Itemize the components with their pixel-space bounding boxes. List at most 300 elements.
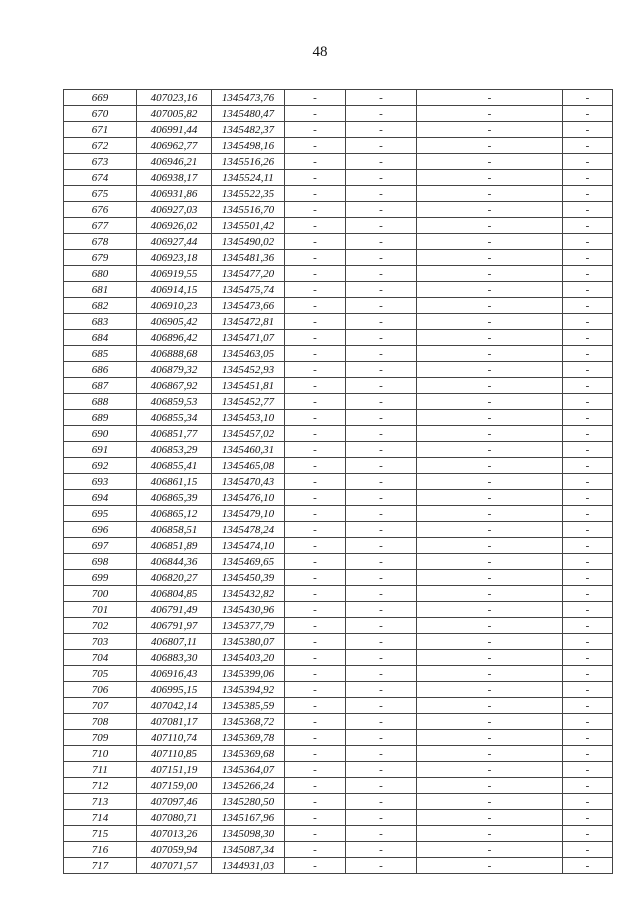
point-number-cell: 670 (64, 106, 137, 122)
empty-value-cell: - (417, 202, 563, 218)
empty-value-cell: - (285, 730, 346, 746)
y-coordinate-cell: 1345477,20 (212, 266, 285, 282)
empty-value-cell: - (346, 682, 417, 698)
empty-value-cell: - (346, 458, 417, 474)
table-row (64, 762, 613, 778)
y-coordinate-cell: 1345369,78 (212, 730, 285, 746)
empty-value-cell: - (417, 458, 563, 474)
empty-value-cell: - (563, 778, 613, 794)
empty-value-cell: - (563, 202, 613, 218)
empty-value-cell: - (563, 842, 613, 858)
point-number-cell: 710 (64, 746, 137, 762)
table-row (64, 186, 613, 202)
table-row (64, 106, 613, 122)
empty-value-cell: - (346, 730, 417, 746)
y-coordinate-cell: 1345516,26 (212, 154, 285, 170)
y-coordinate-cell: 1345167,96 (212, 810, 285, 826)
empty-value-cell: - (417, 298, 563, 314)
empty-value-cell: - (563, 426, 613, 442)
page-number: 48 (312, 44, 328, 60)
empty-value-cell: - (346, 554, 417, 570)
empty-value-cell: - (563, 602, 613, 618)
point-number-cell: 671 (64, 122, 137, 138)
empty-value-cell: - (417, 794, 563, 810)
empty-value-cell: - (417, 250, 563, 266)
empty-value-cell: - (563, 490, 613, 506)
empty-value-cell: - (417, 266, 563, 282)
empty-value-cell: - (346, 586, 417, 602)
empty-value-cell: - (346, 570, 417, 586)
x-coordinate-cell: 406962,77 (137, 138, 212, 154)
empty-value-cell: - (285, 266, 346, 282)
empty-value-cell: - (417, 538, 563, 554)
empty-value-cell: - (285, 202, 346, 218)
empty-value-cell: - (417, 778, 563, 794)
table-row (64, 842, 613, 858)
empty-value-cell: - (417, 570, 563, 586)
empty-value-cell: - (285, 570, 346, 586)
table-row (64, 330, 613, 346)
empty-value-cell: - (346, 202, 417, 218)
y-coordinate-cell: 1345498,16 (212, 138, 285, 154)
table-row (64, 650, 613, 666)
empty-value-cell: - (346, 522, 417, 538)
y-coordinate-cell: 1345457,02 (212, 426, 285, 442)
empty-value-cell: - (346, 298, 417, 314)
empty-value-cell: - (346, 490, 417, 506)
y-coordinate-cell: 1345452,93 (212, 362, 285, 378)
empty-value-cell: - (285, 650, 346, 666)
y-coordinate-cell: 1345403,20 (212, 650, 285, 666)
empty-value-cell: - (417, 154, 563, 170)
y-coordinate-cell: 1345476,10 (212, 490, 285, 506)
empty-value-cell: - (285, 554, 346, 570)
empty-value-cell: - (417, 602, 563, 618)
point-number-cell: 696 (64, 522, 137, 538)
point-number-cell: 674 (64, 170, 137, 186)
empty-value-cell: - (417, 586, 563, 602)
empty-value-cell: - (563, 506, 613, 522)
empty-value-cell: - (346, 234, 417, 250)
table-row (64, 618, 613, 634)
point-number-cell: 708 (64, 714, 137, 730)
empty-value-cell: - (417, 314, 563, 330)
point-number-cell: 699 (64, 570, 137, 586)
empty-value-cell: - (346, 634, 417, 650)
empty-value-cell: - (563, 538, 613, 554)
empty-value-cell: - (346, 218, 417, 234)
y-coordinate-cell: 1345450,39 (212, 570, 285, 586)
table-row (64, 394, 613, 410)
point-number-cell: 693 (64, 474, 137, 490)
point-number-cell: 675 (64, 186, 137, 202)
point-number-cell: 700 (64, 586, 137, 602)
x-coordinate-cell: 407013,26 (137, 826, 212, 842)
x-coordinate-cell: 406927,44 (137, 234, 212, 250)
table-row (64, 234, 613, 250)
empty-value-cell: - (346, 106, 417, 122)
table-row (64, 810, 613, 826)
empty-value-cell: - (563, 298, 613, 314)
x-coordinate-cell: 406883,30 (137, 650, 212, 666)
empty-value-cell: - (346, 250, 417, 266)
x-coordinate-cell: 407023,16 (137, 90, 212, 106)
empty-value-cell: - (346, 506, 417, 522)
x-coordinate-cell: 406879,32 (137, 362, 212, 378)
empty-value-cell: - (285, 250, 346, 266)
point-number-cell: 672 (64, 138, 137, 154)
empty-value-cell: - (285, 698, 346, 714)
x-coordinate-cell: 406791,49 (137, 602, 212, 618)
point-number-cell: 685 (64, 346, 137, 362)
empty-value-cell: - (417, 186, 563, 202)
empty-value-cell: - (285, 634, 346, 650)
empty-value-cell: - (346, 330, 417, 346)
x-coordinate-cell: 407097,46 (137, 794, 212, 810)
x-coordinate-cell: 406851,77 (137, 426, 212, 442)
empty-value-cell: - (346, 618, 417, 634)
empty-value-cell: - (417, 842, 563, 858)
y-coordinate-cell: 1345399,06 (212, 666, 285, 682)
empty-value-cell: - (285, 746, 346, 762)
table-row (64, 410, 613, 426)
empty-value-cell: - (563, 106, 613, 122)
point-number-cell: 707 (64, 698, 137, 714)
empty-value-cell: - (285, 122, 346, 138)
empty-value-cell: - (417, 330, 563, 346)
empty-value-cell: - (346, 186, 417, 202)
y-coordinate-cell: 1345471,07 (212, 330, 285, 346)
empty-value-cell: - (417, 490, 563, 506)
empty-value-cell: - (346, 426, 417, 442)
empty-value-cell: - (285, 826, 346, 842)
point-number-cell: 681 (64, 282, 137, 298)
empty-value-cell: - (563, 730, 613, 746)
y-coordinate-cell: 1345469,65 (212, 554, 285, 570)
empty-value-cell: - (285, 522, 346, 538)
empty-value-cell: - (563, 218, 613, 234)
empty-value-cell: - (346, 474, 417, 490)
empty-value-cell: - (563, 682, 613, 698)
empty-value-cell: - (285, 794, 346, 810)
table-row (64, 666, 613, 682)
x-coordinate-cell: 407110,74 (137, 730, 212, 746)
y-coordinate-cell: 1345481,36 (212, 250, 285, 266)
empty-value-cell: - (563, 138, 613, 154)
table-row (64, 538, 613, 554)
y-coordinate-cell: 1345280,50 (212, 794, 285, 810)
x-coordinate-cell: 407151,19 (137, 762, 212, 778)
point-number-cell: 679 (64, 250, 137, 266)
empty-value-cell: - (346, 346, 417, 362)
table-row (64, 154, 613, 170)
x-coordinate-cell: 406807,11 (137, 634, 212, 650)
empty-value-cell: - (563, 154, 613, 170)
empty-value-cell: - (563, 122, 613, 138)
point-number-cell: 694 (64, 490, 137, 506)
empty-value-cell: - (346, 762, 417, 778)
table-row (64, 218, 613, 234)
empty-value-cell: - (346, 842, 417, 858)
x-coordinate-cell: 406804,85 (137, 586, 212, 602)
table-row (64, 698, 613, 714)
empty-value-cell: - (285, 666, 346, 682)
empty-value-cell: - (285, 106, 346, 122)
empty-value-cell: - (563, 666, 613, 682)
table-row (64, 362, 613, 378)
empty-value-cell: - (417, 522, 563, 538)
x-coordinate-cell: 406946,21 (137, 154, 212, 170)
x-coordinate-cell: 406995,15 (137, 682, 212, 698)
x-coordinate-cell: 407080,71 (137, 810, 212, 826)
y-coordinate-cell: 1345451,81 (212, 378, 285, 394)
y-coordinate-cell: 1345470,43 (212, 474, 285, 490)
point-number-cell: 669 (64, 90, 137, 106)
x-coordinate-cell: 406938,17 (137, 170, 212, 186)
empty-value-cell: - (346, 138, 417, 154)
table-row (64, 586, 613, 602)
empty-value-cell: - (563, 650, 613, 666)
x-coordinate-cell: 407159,00 (137, 778, 212, 794)
table-row (64, 266, 613, 282)
empty-value-cell: - (563, 266, 613, 282)
empty-value-cell: - (563, 474, 613, 490)
empty-value-cell: - (417, 378, 563, 394)
empty-value-cell: - (563, 586, 613, 602)
point-number-cell: 683 (64, 314, 137, 330)
table-row (64, 378, 613, 394)
empty-value-cell: - (563, 554, 613, 570)
y-coordinate-cell: 1345452,77 (212, 394, 285, 410)
empty-value-cell: - (417, 858, 563, 874)
empty-value-cell: - (417, 634, 563, 650)
empty-value-cell: - (563, 234, 613, 250)
empty-value-cell: - (346, 282, 417, 298)
empty-value-cell: - (563, 458, 613, 474)
empty-value-cell: - (563, 442, 613, 458)
y-coordinate-cell: 1345380,07 (212, 634, 285, 650)
empty-value-cell: - (285, 378, 346, 394)
y-coordinate-cell: 1345453,10 (212, 410, 285, 426)
y-coordinate-cell: 1345474,10 (212, 538, 285, 554)
x-coordinate-cell: 407005,82 (137, 106, 212, 122)
point-number-cell: 680 (64, 266, 137, 282)
empty-value-cell: - (417, 762, 563, 778)
table-row (64, 138, 613, 154)
empty-value-cell: - (285, 394, 346, 410)
x-coordinate-cell: 406820,27 (137, 570, 212, 586)
y-coordinate-cell: 1345432,82 (212, 586, 285, 602)
y-coordinate-cell: 1345087,34 (212, 842, 285, 858)
x-coordinate-cell: 406853,29 (137, 442, 212, 458)
empty-value-cell: - (346, 810, 417, 826)
x-coordinate-cell: 406791,97 (137, 618, 212, 634)
table-row (64, 730, 613, 746)
empty-value-cell: - (417, 218, 563, 234)
x-coordinate-cell: 406865,12 (137, 506, 212, 522)
x-coordinate-cell: 406858,51 (137, 522, 212, 538)
empty-value-cell: - (285, 810, 346, 826)
y-coordinate-cell: 1345475,74 (212, 282, 285, 298)
point-number-cell: 687 (64, 378, 137, 394)
empty-value-cell: - (563, 186, 613, 202)
empty-value-cell: - (285, 282, 346, 298)
point-number-cell: 702 (64, 618, 137, 634)
empty-value-cell: - (285, 714, 346, 730)
empty-value-cell: - (417, 106, 563, 122)
point-number-cell: 698 (64, 554, 137, 570)
x-coordinate-cell: 406991,44 (137, 122, 212, 138)
empty-value-cell: - (563, 410, 613, 426)
empty-value-cell: - (563, 570, 613, 586)
empty-value-cell: - (563, 394, 613, 410)
x-coordinate-cell: 406861,15 (137, 474, 212, 490)
y-coordinate-cell: 1345501,42 (212, 218, 285, 234)
empty-value-cell: - (346, 698, 417, 714)
table-row (64, 714, 613, 730)
table-row (64, 298, 613, 314)
empty-value-cell: - (563, 746, 613, 762)
y-coordinate-cell: 1345460,31 (212, 442, 285, 458)
empty-value-cell: - (417, 650, 563, 666)
empty-value-cell: - (417, 618, 563, 634)
empty-value-cell: - (285, 490, 346, 506)
point-number-cell: 682 (64, 298, 137, 314)
table-row (64, 746, 613, 762)
table-row (64, 314, 613, 330)
empty-value-cell: - (285, 586, 346, 602)
point-number-cell: 692 (64, 458, 137, 474)
empty-value-cell: - (346, 378, 417, 394)
empty-value-cell: - (563, 170, 613, 186)
y-coordinate-cell: 1345516,70 (212, 202, 285, 218)
empty-value-cell: - (417, 682, 563, 698)
point-number-cell: 703 (64, 634, 137, 650)
empty-value-cell: - (563, 858, 613, 874)
empty-value-cell: - (563, 330, 613, 346)
y-coordinate-cell: 1345479,10 (212, 506, 285, 522)
empty-value-cell: - (346, 394, 417, 410)
y-coordinate-cell: 1345473,76 (212, 90, 285, 106)
empty-value-cell: - (285, 842, 346, 858)
empty-value-cell: - (285, 618, 346, 634)
point-number-cell: 716 (64, 842, 137, 858)
point-number-cell: 690 (64, 426, 137, 442)
y-coordinate-cell: 1345377,79 (212, 618, 285, 634)
table-row (64, 458, 613, 474)
empty-value-cell: - (417, 90, 563, 106)
empty-value-cell: - (285, 138, 346, 154)
y-coordinate-cell: 1345430,96 (212, 602, 285, 618)
empty-value-cell: - (346, 666, 417, 682)
empty-value-cell: - (417, 426, 563, 442)
empty-value-cell: - (346, 154, 417, 170)
empty-value-cell: - (417, 554, 563, 570)
table-row (64, 90, 613, 106)
empty-value-cell: - (417, 810, 563, 826)
empty-value-cell: - (417, 362, 563, 378)
table-row (64, 442, 613, 458)
x-coordinate-cell: 406914,15 (137, 282, 212, 298)
point-number-cell: 712 (64, 778, 137, 794)
x-coordinate-cell: 406927,03 (137, 202, 212, 218)
point-number-cell: 676 (64, 202, 137, 218)
table-row (64, 570, 613, 586)
x-coordinate-cell: 406916,43 (137, 666, 212, 682)
x-coordinate-cell: 406859,53 (137, 394, 212, 410)
empty-value-cell: - (346, 266, 417, 282)
point-number-cell: 689 (64, 410, 137, 426)
empty-value-cell: - (285, 218, 346, 234)
empty-value-cell: - (285, 298, 346, 314)
empty-value-cell: - (563, 282, 613, 298)
point-number-cell: 691 (64, 442, 137, 458)
empty-value-cell: - (346, 650, 417, 666)
empty-value-cell: - (563, 634, 613, 650)
x-coordinate-cell: 406923,18 (137, 250, 212, 266)
empty-value-cell: - (417, 394, 563, 410)
empty-value-cell: - (417, 698, 563, 714)
empty-value-cell: - (563, 378, 613, 394)
y-coordinate-cell: 1345098,30 (212, 826, 285, 842)
empty-value-cell: - (346, 410, 417, 426)
x-coordinate-cell: 406905,42 (137, 314, 212, 330)
x-coordinate-cell: 406844,36 (137, 554, 212, 570)
empty-value-cell: - (285, 330, 346, 346)
empty-value-cell: - (417, 282, 563, 298)
empty-value-cell: - (563, 522, 613, 538)
point-number-cell: 706 (64, 682, 137, 698)
y-coordinate-cell: 1345490,02 (212, 234, 285, 250)
empty-value-cell: - (563, 762, 613, 778)
table-row (64, 554, 613, 570)
table-row (64, 122, 613, 138)
empty-value-cell: - (285, 426, 346, 442)
coordinates-table (63, 89, 613, 874)
x-coordinate-cell: 407081,17 (137, 714, 212, 730)
table-row (64, 634, 613, 650)
empty-value-cell: - (417, 410, 563, 426)
x-coordinate-cell: 406896,42 (137, 330, 212, 346)
y-coordinate-cell: 1345369,68 (212, 746, 285, 762)
empty-value-cell: - (417, 234, 563, 250)
coordinates-table-body (64, 90, 613, 874)
table-row (64, 426, 613, 442)
point-number-cell: 704 (64, 650, 137, 666)
empty-value-cell: - (563, 794, 613, 810)
x-coordinate-cell: 407110,85 (137, 746, 212, 762)
point-number-cell: 709 (64, 730, 137, 746)
table-row (64, 506, 613, 522)
x-coordinate-cell: 407059,94 (137, 842, 212, 858)
empty-value-cell: - (417, 714, 563, 730)
table-row (64, 522, 613, 538)
y-coordinate-cell: 1345472,81 (212, 314, 285, 330)
empty-value-cell: - (417, 730, 563, 746)
empty-value-cell: - (285, 442, 346, 458)
empty-value-cell: - (346, 170, 417, 186)
empty-value-cell: - (346, 90, 417, 106)
x-coordinate-cell: 407071,57 (137, 858, 212, 874)
point-number-cell: 686 (64, 362, 137, 378)
empty-value-cell: - (563, 346, 613, 362)
x-coordinate-cell: 406851,89 (137, 538, 212, 554)
empty-value-cell: - (417, 746, 563, 762)
empty-value-cell: - (563, 698, 613, 714)
empty-value-cell: - (285, 762, 346, 778)
empty-value-cell: - (285, 154, 346, 170)
empty-value-cell: - (285, 538, 346, 554)
